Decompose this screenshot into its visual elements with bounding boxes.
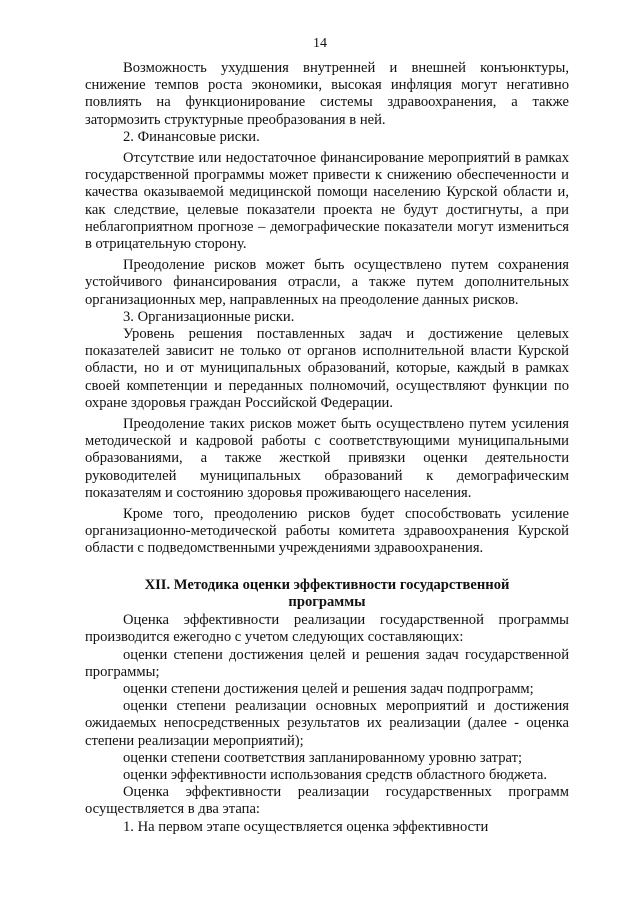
list-item-cost-compliance: оценки степени соответствия запланированному уровню затрат; xyxy=(123,749,523,766)
paragraph-two-stages: Оценка эффективности реализации государственных программ осуществляется в два этапа: xyxy=(85,784,569,818)
list-item-financial-risks: 2. Финансовые риски. xyxy=(123,128,260,145)
paragraph-additional-mitigation: Кроме того, преодолению рисков будет способствовать усиление организационно-методической работы комитета здравоохранения Курской области с подведомственными учреждениями здравоохранения. xyxy=(85,506,569,557)
list-item-activities-implementation: оценки степени реализации основных мероприятий и достижения ожидаемых непосредственных результатов их реализации (далее - оценка степени реализации мероприятий); xyxy=(85,698,569,749)
list-item-budget-efficiency: оценки эффективности использования средств областного бюджета. xyxy=(123,766,548,783)
document-body xyxy=(85,60,569,836)
paragraph-organizational-dependency: Уровень решения поставленных задач и достижение целевых показателей зависит не только от органов исполнительной власти Курской области, но и от муниципальных образований, которые, каждый в рамках своей компетенции и переданных полномочий, осуществляют функции по охране здоровья граждан Российской Федерации. xyxy=(85,326,569,411)
paragraph-financing-shortfall: Отсутствие или недостаточное финансирование мероприятий в рамках государственной программы может привести к снижению обеспеченности и качества оказываемой медицинской помощи населению Курской области и, как следствие, целевые показатели проекта не будут достигнуты, а при неблагоприятном прогнозе – демографические показатели могут измениться в отрицательную сторону. xyxy=(85,150,569,253)
section-heading: XII. Методика оценки эффективности государственной программы xyxy=(144,576,510,610)
list-item-goals-program: оценки степени достижения целей и решения задач государственной программы; xyxy=(85,646,569,680)
paragraph-first-stage: 1. На первом этапе осуществляется оценка эффективности xyxy=(123,818,489,835)
list-item-goals-subprograms: оценки степени достижения целей и решения задач подпрограмм; xyxy=(123,680,534,697)
paragraph-organizational-mitigation: Преодоление таких рисков может быть осуществлено путем усиления методической и кадровой работы с соответствующими муниципальными образованиями, а также жесткой привязки оценки деятельности руководителей муниципальных образований к демографическим показателям и состоянию здоровья проживающего населения. xyxy=(85,416,569,501)
paragraph-financial-mitigation: Преодоление рисков может быть осуществлено путем сохранения устойчивого финансирования отрасли, а также путем дополнительных организационных мер, направленных на преодоление данных рисков. xyxy=(85,257,569,308)
paragraph-evaluation-intro: Оценка эффективности реализации государственной программы производится ежегодно с учетом следующих составляющих: xyxy=(85,612,569,646)
list-item-organizational-risks: 3. Организационные риски. xyxy=(123,308,295,325)
page-number: 14 xyxy=(313,36,327,51)
paragraph-economic-risks: Возможность ухудшения внутренней и внешней конъюнктуры, снижение темпов роста экономики, высокая инфляция могут негативно повлиять на функционирование системы здравоохранения, а также затормозить структурные преобразования в ней. xyxy=(85,60,569,128)
